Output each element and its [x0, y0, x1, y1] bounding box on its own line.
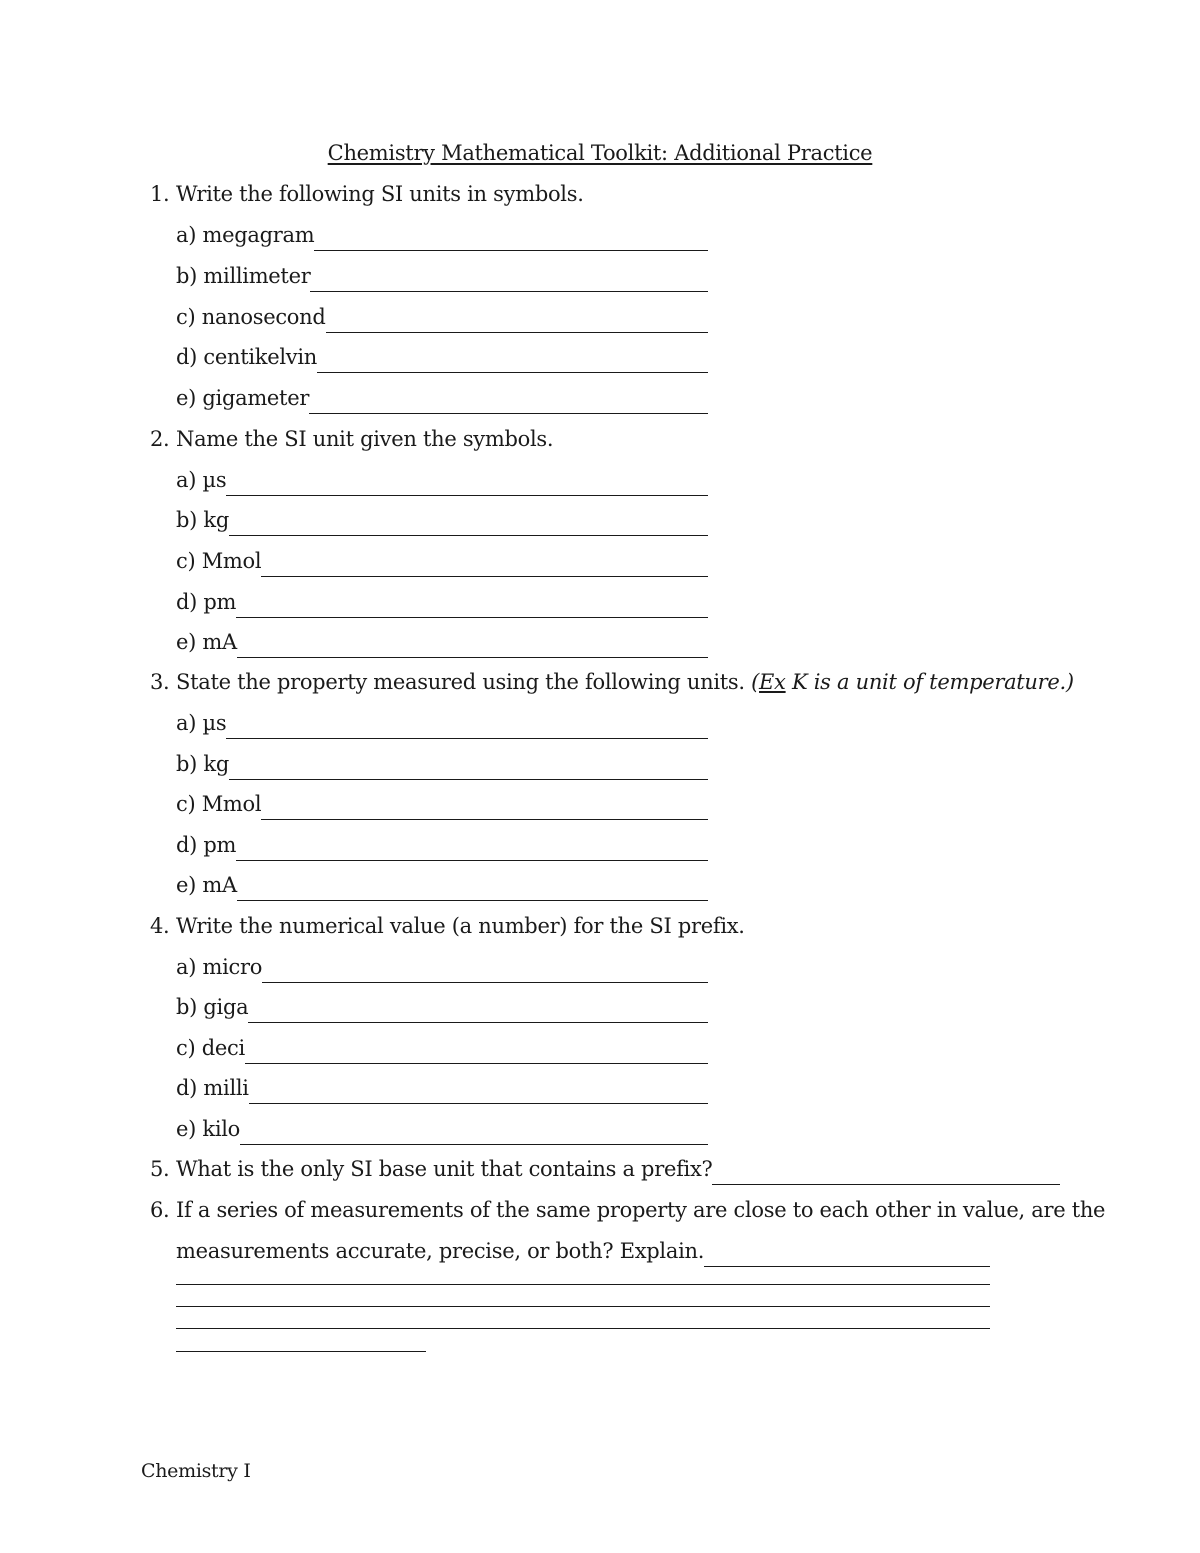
question-1 [150, 182, 584, 206]
answer-blank[interactable] [226, 494, 708, 496]
answer-item[interactable] [176, 508, 708, 532]
question-5[interactable] [150, 1157, 1060, 1181]
page-footer: Chemistry I [141, 1460, 251, 1482]
answer-item[interactable] [176, 1239, 990, 1263]
hint-ex: Ex [759, 670, 786, 694]
answer-label: e) kilo [176, 1117, 240, 1141]
answer-label: a) micro [176, 955, 263, 979]
answer-item[interactable] [176, 833, 708, 857]
answer-blank[interactable] [229, 534, 708, 536]
answer-label: b) kg [176, 752, 229, 776]
page-title: Chemistry Mathematical Toolkit: Additional Practice [327, 141, 873, 165]
question-3 [150, 670, 1074, 694]
answer-blank[interactable] [326, 331, 708, 333]
answer-blank[interactable] [261, 575, 708, 577]
answer-label: b) giga [176, 995, 249, 1019]
answer-blank[interactable] [314, 249, 708, 251]
answer-blank[interactable] [261, 818, 708, 820]
question-number: 3. [150, 670, 170, 694]
answer-item[interactable] [176, 549, 708, 573]
answer-blank[interactable] [176, 1306, 990, 1307]
question-text: If a series of measurements of the same property are close to each other in value, are the [176, 1198, 1106, 1222]
answer-item[interactable] [176, 1076, 708, 1100]
answer-blank[interactable] [176, 1284, 990, 1285]
answer-blank[interactable] [229, 778, 708, 780]
answer-blank[interactable] [317, 371, 708, 373]
question-text-line2: measurements accurate, precise, or both? Explain. [176, 1239, 705, 1263]
answer-blank[interactable] [249, 1102, 708, 1104]
answer-item[interactable] [176, 590, 708, 614]
answer-label: c) Mmol [176, 792, 262, 816]
answer-item[interactable] [176, 264, 708, 288]
hint-rest: K is a unit of temperature.) [785, 670, 1074, 694]
answer-item[interactable] [176, 711, 708, 735]
answer-label: e) mA [176, 630, 237, 654]
answer-label: c) deci [176, 1036, 245, 1060]
answer-label: d) milli [176, 1076, 249, 1100]
answer-item[interactable] [176, 223, 708, 247]
question-number: 5. [150, 1157, 170, 1181]
answer-blank[interactable] [236, 616, 708, 618]
question-4 [150, 914, 745, 938]
answer-item[interactable] [176, 1117, 708, 1141]
answer-blank[interactable] [176, 1328, 990, 1329]
answer-blank[interactable] [236, 859, 708, 861]
question-number: 1. [150, 182, 170, 206]
question-text: Write the following SI units in symbols. [176, 182, 584, 206]
answer-item[interactable] [176, 468, 708, 492]
question-text: State the property measured using the following units. [176, 670, 745, 694]
answer-label: c) nanosecond [176, 305, 326, 329]
answer-label: a) megagram [176, 223, 315, 247]
answer-blank[interactable] [226, 737, 708, 739]
question-6 [150, 1198, 1105, 1222]
answer-label: a) µs [176, 468, 227, 492]
answer-label: b) millimeter [176, 264, 311, 288]
answer-blank[interactable] [310, 290, 708, 292]
answer-blank[interactable] [237, 899, 708, 901]
answer-blank[interactable] [248, 1021, 708, 1023]
question-number: 2. [150, 427, 170, 451]
answer-item[interactable] [176, 752, 708, 776]
answer-label: d) pm [176, 590, 237, 614]
answer-blank[interactable] [240, 1143, 708, 1145]
answer-item[interactable] [176, 873, 708, 897]
answer-item[interactable] [176, 305, 708, 329]
answer-blank[interactable] [176, 1351, 426, 1352]
hint-open: ( [751, 670, 760, 694]
answer-label: e) gigameter [176, 386, 310, 410]
answer-blank[interactable] [712, 1183, 1060, 1185]
question-text: Name the SI unit given the symbols. [176, 427, 554, 451]
answer-label: b) kg [176, 508, 229, 532]
answer-blank[interactable] [704, 1265, 990, 1267]
answer-item[interactable] [176, 792, 708, 816]
answer-label: d) pm [176, 833, 237, 857]
question-text: Write the numerical value (a number) for the SI prefix. [176, 914, 745, 938]
answer-item[interactable] [176, 955, 708, 979]
question-number: 6. [150, 1198, 170, 1222]
answer-blank[interactable] [262, 981, 708, 983]
question-2 [150, 427, 553, 451]
answer-label: c) Mmol [176, 549, 262, 573]
answer-label: d) centikelvin [176, 345, 317, 369]
question-hint [751, 670, 1074, 694]
question-text: What is the only SI base unit that contains a prefix? [176, 1157, 713, 1181]
answer-blank[interactable] [237, 656, 708, 658]
answer-item[interactable] [176, 995, 708, 1019]
answer-item[interactable] [176, 1036, 708, 1060]
answer-label: a) µs [176, 711, 227, 735]
answer-item[interactable] [176, 386, 708, 410]
answer-item[interactable] [176, 345, 708, 369]
answer-label: e) mA [176, 873, 237, 897]
question-number: 4. [150, 914, 170, 938]
answer-item[interactable] [176, 630, 708, 654]
answer-blank[interactable] [309, 412, 708, 414]
answer-blank[interactable] [245, 1062, 708, 1064]
